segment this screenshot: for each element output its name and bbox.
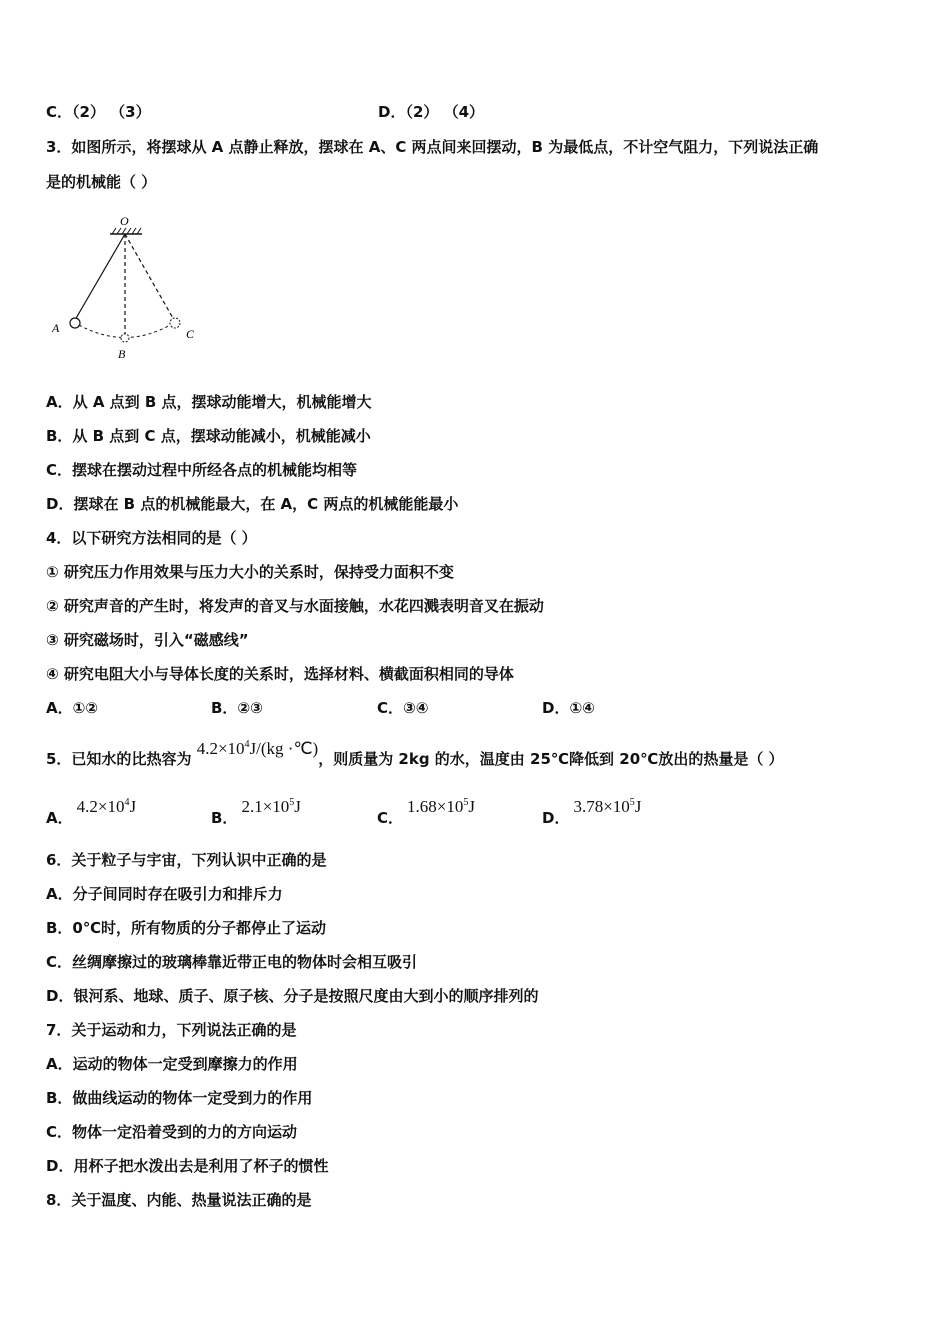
- q5-option-d-base: 3.78×10: [573, 797, 630, 816]
- prev-option-c: C．（2） （3）: [46, 103, 151, 121]
- q5-option-c-label: C．: [377, 809, 404, 827]
- q5-option-a-base: 4.2×10: [76, 797, 125, 816]
- q3-stem-line2: 是的机械能（ ）: [46, 173, 157, 191]
- q6-option-d: D．银河系、地球、质子、原子核、分子是按照尺度由大到小的顺序排列的: [46, 987, 539, 1005]
- q4-option-d: D．①④: [542, 699, 595, 717]
- q5-option-c-base: 1.68×10: [407, 797, 464, 816]
- q5-option-b-value: [241, 797, 300, 816]
- q5-option-a-value: [77, 797, 136, 816]
- q4-stem: 4．以下研究方法相同的是（ ）: [46, 529, 257, 547]
- string-to-a: [75, 234, 125, 320]
- pendulum-diagram: [48, 212, 208, 372]
- q4-option-c: C．③④: [377, 699, 429, 717]
- q5-option-c-exp: 5: [463, 797, 469, 808]
- q4-item-2: ② 研究声音的产生时，将发声的音叉与水面接触，水花四溅表明音叉在振动: [46, 597, 544, 615]
- q3-option-c: C．摆球在摆动过程中所经各点的机械能均相等: [46, 461, 358, 479]
- q7-option-d: D．用杯子把水泼出去是利用了杯子的惯性: [46, 1157, 329, 1175]
- ball-b: [121, 334, 129, 342]
- ball-c: [170, 318, 180, 328]
- q6-option-a: A．分子间同时存在吸引力和排斥力: [46, 885, 283, 903]
- q5-option-b-label: B．: [211, 809, 238, 827]
- q5-option-b-unit: J: [294, 797, 301, 816]
- q7-option-c: C．物体一定沿着受到的力的方向运动: [46, 1123, 298, 1141]
- q5-stem-post: ，则质量为 2kg 的水，温度由 25℃降低到 20℃放出的热量是（ ）: [318, 750, 784, 768]
- q5-option-d-unit: J: [634, 797, 642, 816]
- q6-option-c: C．丝绸摩擦过的玻璃棒靠近带正电的物体时会相互吸引: [46, 953, 418, 971]
- q4-item-3: ③ 研究磁场时，引入“磁感线”: [46, 631, 249, 649]
- q5-option-d-label: D．: [542, 809, 570, 827]
- q3-stem-line1: 3．如图所示，将摆球从 A 点静止释放，摆球在 A、C 两点间来回摆动，B 为最低点，不计空气阻力，下列说法正确: [46, 138, 819, 156]
- q5-option-c: [377, 793, 475, 827]
- q8-stem: 8．关于温度、内能、热量说法正确的是: [46, 1191, 312, 1209]
- q4-option-a: A．①②: [46, 699, 99, 717]
- q6-option-b: B．0℃时，所有物质的分子都停止了运动: [46, 919, 327, 937]
- ball-a: [70, 318, 80, 328]
- q4-item-4: ④ 研究电阻大小与导体长度的关系时，选择材料、横截面积相同的导体: [46, 665, 514, 683]
- q5-specific-heat: [197, 739, 319, 758]
- q5-stem: [46, 739, 784, 769]
- q7-option-a: A．运动的物体一定受到摩擦力的作用: [46, 1055, 298, 1073]
- q5-option-d-exp: 5: [629, 797, 635, 808]
- q5-option-c-unit: J: [468, 797, 475, 816]
- q5-option-b: [211, 793, 301, 827]
- prev-option-d: D．（2） （4）: [378, 103, 485, 121]
- q5-c-unit: J/(kg ·℃): [249, 739, 319, 758]
- label-o: O: [120, 214, 129, 228]
- ceiling-hatch: [112, 228, 141, 234]
- q6-stem: 6．关于粒子与宇宙，下列认识中正确的是: [46, 851, 327, 869]
- label-a: A: [52, 321, 60, 335]
- q3-option-d: D．摆球在 B 点的机械能最大，在 A，C 两点的机械能能最小: [46, 495, 459, 513]
- q3-option-a: A．从 A 点到 B 点，摆球动能增大，机械能增大: [46, 393, 372, 411]
- q5-option-b-exp: 5: [289, 797, 295, 808]
- label-c: C: [186, 327, 195, 341]
- q5-option-a-exp: 4: [124, 797, 130, 808]
- q5-stem-pre: 5．已知水的比热容为: [46, 750, 192, 768]
- q5-option-b-base: 2.1×10: [241, 797, 290, 816]
- string-to-c: [125, 234, 174, 320]
- q3-option-b: B．从 B 点到 C 点，摆球动能减小，机械能减小: [46, 427, 371, 445]
- q5-option-a-label: A．: [46, 809, 73, 827]
- q7-option-b: B．做曲线运动的物体一定受到力的作用: [46, 1089, 313, 1107]
- q7-stem: 7．关于运动和力，下列说法正确的是: [46, 1021, 297, 1039]
- q5-option-c-value: [407, 797, 475, 816]
- q5-c-base: 4.2×10: [196, 739, 245, 758]
- q5-option-d-value: [573, 797, 641, 816]
- label-b: B: [118, 347, 126, 361]
- q5-option-a: [46, 793, 137, 827]
- q5-option-d: [542, 793, 642, 827]
- q4-item-1: ① 研究压力作用效果与压力大小的关系时，保持受力面积不变: [46, 563, 454, 581]
- q5-option-a-unit: J: [129, 797, 137, 816]
- q5-c-exp: 4: [244, 739, 250, 750]
- q4-option-b: B．②③: [211, 699, 263, 717]
